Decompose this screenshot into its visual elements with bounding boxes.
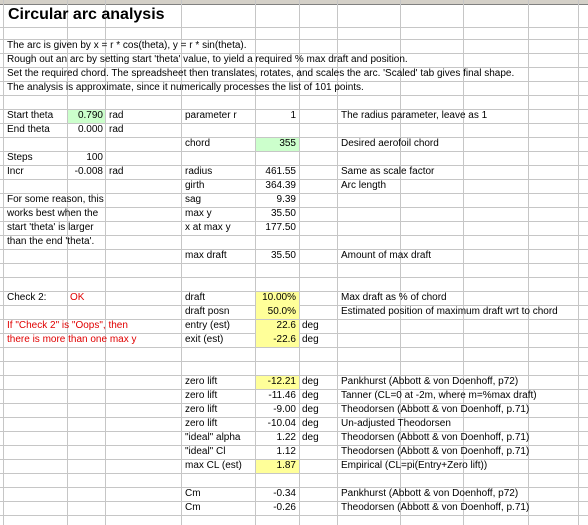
intro-line: The analysis is approximate, since it numerically processes the list of 101 points. — [7, 82, 364, 93]
param-value: -10.04 — [267, 418, 296, 429]
param-value: 35.50 — [270, 208, 296, 219]
param-label: Cm — [185, 488, 201, 499]
param-value: -9.00 — [273, 404, 296, 415]
param-comment: Max draft as % of chord — [341, 292, 447, 303]
param-comment: Desired aerofoil chord — [341, 138, 439, 149]
gridline — [0, 277, 588, 278]
param-label: zero lift — [185, 376, 218, 387]
gridline — [0, 347, 588, 348]
gridline — [0, 27, 588, 28]
param-comment: Theodorsen (Abbott & von Doenhoff, p.71) — [341, 432, 530, 443]
param-value: -12.21 — [267, 376, 296, 387]
gridline — [0, 361, 588, 362]
gridline — [0, 263, 588, 264]
param-value: 9.39 — [276, 194, 296, 205]
parameter-r-input[interactable]: 1 — [290, 110, 296, 121]
param-label: girth — [185, 180, 205, 191]
param-comment: Arc length — [341, 180, 387, 191]
end-theta-input[interactable]: 0.000 — [77, 124, 103, 135]
param-label: draft — [185, 292, 206, 303]
note-line: works best when the — [7, 208, 99, 219]
end-theta-label: End theta — [7, 124, 50, 135]
incr-value[interactable]: -0.008 — [74, 166, 103, 177]
intro-line: Set the required chord. The spreadsheet then translates, rotates, and scales the arc. 'Scaled' tab gives final shape. — [7, 68, 515, 79]
gridline — [0, 95, 588, 96]
chord-input[interactable]: 355 — [279, 138, 296, 149]
note-line: than the end 'theta'. — [7, 236, 95, 247]
param-value: 461.55 — [265, 166, 296, 177]
check2-status: OK — [70, 292, 85, 303]
param-label: entry (est) — [185, 320, 231, 331]
param-comment: Un-adjusted Theodorsen — [341, 418, 451, 429]
param-label: Cm — [185, 502, 201, 513]
param-label: draft posn — [185, 306, 230, 317]
param-label: zero lift — [185, 390, 218, 401]
start-theta-input[interactable]: 0.790 — [77, 110, 103, 121]
param-label: max CL (est) — [185, 460, 242, 471]
start-theta-unit: rad — [109, 110, 124, 121]
param-comment: Pankhurst (Abbott & von Doenhoff, p72) — [341, 488, 519, 499]
param-value: -0.26 — [273, 502, 296, 513]
note-line: For some reason, this — [7, 194, 104, 205]
param-label: "ideal" alpha — [185, 432, 241, 443]
param-unit: deg — [302, 376, 319, 387]
param-comment: Tanner (CL=0 at -2m, where m=%max draft) — [341, 390, 537, 401]
param-unit: deg — [302, 418, 319, 429]
param-comment: Theodorsen (Abbott & von Doenhoff, p.71) — [341, 404, 530, 415]
param-label: radius — [185, 166, 213, 177]
param-comment: The radius parameter, leave as 1 — [341, 110, 488, 121]
param-label: parameter r — [185, 110, 237, 121]
param-comment: Amount of max draft — [341, 250, 432, 261]
param-label: zero lift — [185, 404, 218, 415]
param-comment: Pankhurst (Abbott & von Doenhoff, p72) — [341, 376, 519, 387]
intro-line: The arc is given by x = r * cos(theta), y = r * sin(theta). — [7, 40, 247, 51]
param-label: "ideal" Cl — [185, 446, 226, 457]
param-label: sag — [185, 194, 202, 205]
param-label: zero lift — [185, 418, 218, 429]
steps-label: Steps — [7, 152, 33, 163]
param-label: max y — [185, 208, 212, 219]
param-value: 10.00% — [262, 292, 296, 303]
param-value: 50.0% — [267, 306, 296, 317]
param-value: -11.46 — [268, 390, 296, 401]
param-unit: deg — [302, 404, 319, 415]
param-comment: Theodorsen (Abbott & von Doenhoff, p.71) — [341, 446, 530, 457]
param-unit: deg — [302, 320, 319, 331]
warning-line: If "Check 2" is "Oops", then — [7, 320, 128, 331]
start-theta-label: Start theta — [7, 110, 54, 121]
param-label: max draft — [185, 250, 227, 261]
param-value: 1.12 — [276, 446, 296, 457]
gridline — [0, 473, 588, 474]
steps-value[interactable]: 100 — [86, 152, 103, 163]
check2-label: Check 2: — [7, 292, 47, 303]
param-value: 35.50 — [270, 250, 296, 261]
end-theta-unit: rad — [109, 124, 124, 135]
param-comment: Theodorsen (Abbott & von Doenhoff, p.71) — [341, 502, 530, 513]
intro-line: Rough out an arc by setting start 'theta' value, to yield a required % max draft and position. — [7, 54, 408, 65]
param-value: 1.87 — [276, 460, 296, 471]
param-comment: Empirical (CL=pi(Entry+Zero lift)) — [341, 460, 488, 471]
param-unit: deg — [302, 432, 319, 443]
param-value: -0.34 — [273, 488, 296, 499]
param-label: exit (est) — [185, 334, 224, 345]
note-line: start 'theta' is larger — [7, 222, 94, 233]
param-value: -22.6 — [273, 334, 296, 345]
param-unit: deg — [302, 390, 319, 401]
param-value: 177.50 — [265, 222, 296, 233]
param-value: 22.6 — [276, 320, 296, 331]
param-value: 1.22 — [276, 432, 296, 443]
warning-line: there is more than one max y — [7, 334, 137, 345]
param-label: x at max y — [185, 222, 231, 233]
param-comment: Same as scale factor — [341, 166, 435, 177]
param-value: 364.39 — [265, 180, 296, 191]
incr-unit: rad — [109, 166, 124, 177]
sheet-title: Circular arc analysis — [8, 6, 165, 23]
gridline — [0, 515, 588, 516]
incr-label: Incr — [7, 166, 24, 177]
param-unit: deg — [302, 334, 319, 345]
param-label: chord — [185, 138, 211, 149]
param-comment: Estimated position of maximum draft wrt to chord — [341, 306, 558, 317]
